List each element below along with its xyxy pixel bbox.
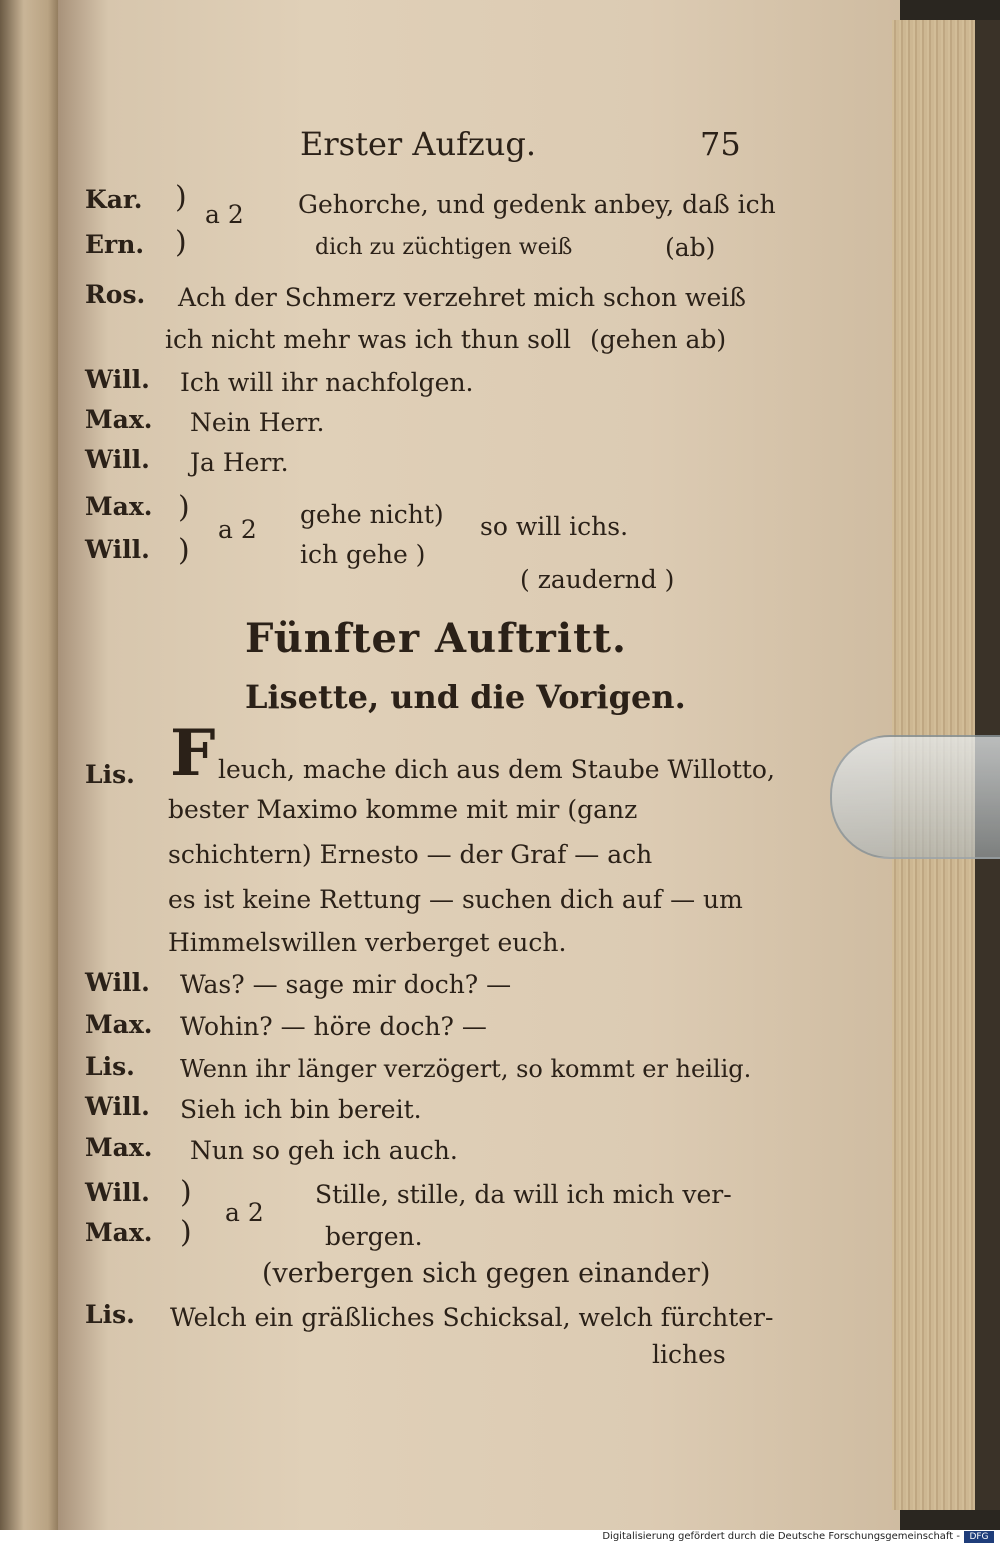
stage-direction: (gehen ab) xyxy=(590,325,727,354)
dialog-line: Ach der Schmerz verzehret mich schon weiß xyxy=(178,283,746,312)
scene-title: Fünfter Auftritt. xyxy=(245,615,627,662)
speaker-label: Will. xyxy=(85,535,150,564)
speaker-label: Max. xyxy=(85,492,153,521)
brace-mark: ) xyxy=(178,490,190,525)
speaker-label: Lis. xyxy=(85,1052,135,1081)
speaker-label: Ros. xyxy=(85,280,146,309)
dialog-line: so will ichs. xyxy=(480,512,629,541)
facing-page-edge xyxy=(0,0,60,1530)
speaker-label: Will. xyxy=(85,1178,150,1207)
speaker-label: Ern. xyxy=(85,230,145,259)
brace-mark: ) xyxy=(180,1215,192,1250)
page-number: 75 xyxy=(700,125,741,163)
brace-mark: ) xyxy=(175,225,187,260)
speaker-label: Will. xyxy=(85,445,150,474)
dialog-line: es ist keine Rettung — suchen dich auf — um xyxy=(168,885,743,914)
dialog-line: Wohin? — höre doch? — xyxy=(180,1012,487,1041)
speaker-label: Lis. xyxy=(85,760,135,789)
dialog-line: Wenn ihr länger verzögert, so kommt er heilig. xyxy=(180,1055,752,1083)
scene-subtitle: Lisette, und die Vorigen. xyxy=(245,678,686,716)
dialog-line: gehe nicht) xyxy=(300,500,444,529)
dialog-line: Ja Herr. xyxy=(190,448,289,477)
speaker-label: Will. xyxy=(85,365,150,394)
speaker-label: Will. xyxy=(85,968,150,997)
catchword: liches xyxy=(652,1340,726,1369)
stage-direction: ( zaudernd ) xyxy=(520,565,675,594)
a2-mark: a 2 xyxy=(225,1198,264,1227)
footer-credit: Digitalisierung gefördert durch die Deutsche Forschungsgemeinschaft - xyxy=(602,1531,960,1542)
page-holder-clip xyxy=(830,735,1000,859)
speaker-label: Max. xyxy=(85,1010,153,1039)
running-head: Erster Aufzug. xyxy=(300,125,537,163)
brace-mark: ) xyxy=(178,533,190,568)
speaker-label: Max. xyxy=(85,1218,153,1247)
speaker-label: Lis. xyxy=(85,1300,135,1329)
dialog-line: Welch ein gräßliches Schicksal, welch fürchter- xyxy=(170,1303,774,1332)
dialog-line: ich nicht mehr was ich thun soll xyxy=(165,325,572,354)
dialog-line: bester Maximo komme mit mir (ganz xyxy=(168,795,638,824)
footer-bar xyxy=(0,1530,1000,1544)
dialog-line: Ich will ihr nachfolgen. xyxy=(180,368,474,397)
dialog-line: Sieh ich bin bereit. xyxy=(180,1095,422,1124)
speaker-label: Max. xyxy=(85,405,153,434)
brace-mark: ) xyxy=(180,1175,192,1210)
dialog-line: Stille, stille, da will ich mich ver- xyxy=(315,1180,732,1209)
dialog-line: leuch, mache dich aus dem Staube Willotto, xyxy=(218,755,775,784)
a2-mark: a 2 xyxy=(218,515,257,544)
dialog-line: Nun so geh ich auch. xyxy=(190,1136,458,1165)
a2-mark: a 2 xyxy=(205,200,244,229)
dialog-line: bergen. xyxy=(325,1222,423,1251)
drop-initial: F xyxy=(170,716,216,791)
dialog-line: Was? — sage mir doch? — xyxy=(180,970,512,999)
dialog-line: dich zu züchtigen weiß xyxy=(315,235,573,260)
dialog-line: Himmelswillen verberget euch. xyxy=(168,928,567,957)
speaker-label: Kar. xyxy=(85,185,143,214)
brace-mark: ) xyxy=(175,180,187,215)
dialog-line: Gehorche, und gedenk anbey, daß ich xyxy=(298,190,776,219)
stage-direction: (ab) xyxy=(665,233,716,262)
dfg-logo: DFG xyxy=(964,1531,994,1543)
speaker-label: Will. xyxy=(85,1092,150,1121)
speaker-label: Max. xyxy=(85,1133,153,1162)
stage-direction: (verbergen sich gegen einander) xyxy=(262,1258,711,1289)
dialog-line: Nein Herr. xyxy=(190,408,325,437)
dialog-line: schichtern) Ernesto — der Graf — ach xyxy=(168,840,653,869)
dialog-line: ich gehe ) xyxy=(300,540,426,569)
